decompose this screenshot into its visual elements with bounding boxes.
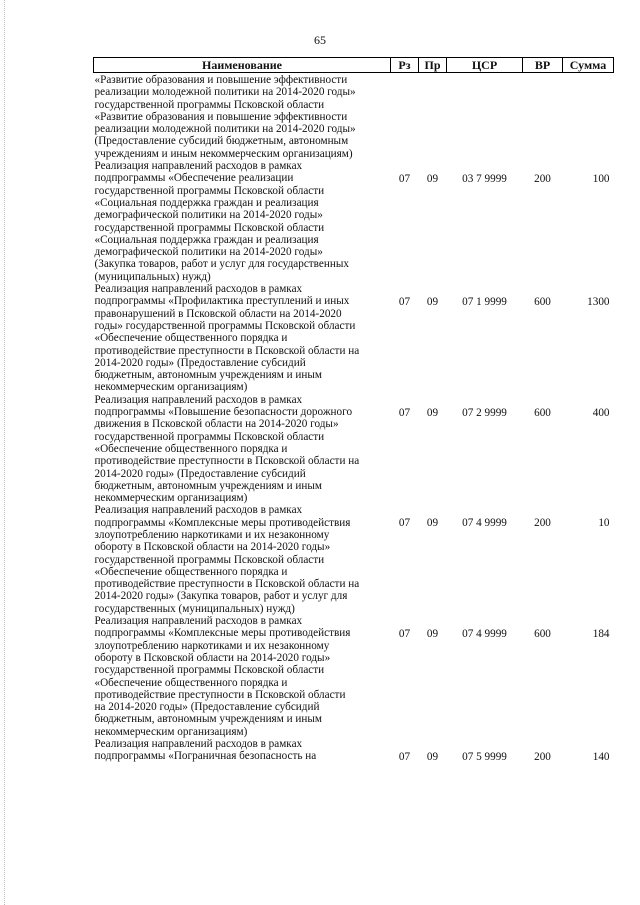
row-name-cell [94,394,391,505]
page-number: 65 [314,33,326,47]
row-csr-cell: 07 5 9999 [462,751,507,764]
row-name-cell [94,283,391,394]
row-sum-cell: 184 [592,628,610,641]
row-name-line: государственной программы Псковской области [94,98,325,111]
row-name-line: некоммерческим организациям) [94,725,248,738]
row-name-line: реализации молодежной политики на 2014-2020 годы» [94,123,356,136]
row-name-line: некоммерческим организациям) [94,381,248,394]
row-pr-cell: 09 [426,517,439,530]
row-name-line: подпрограммы «Повышение безопасности дорожного [94,406,353,419]
row-sum-cell: 100 [592,173,610,186]
row-vr-cell: 200 [534,173,551,186]
table-body [94,73,614,764]
row-rz-cell: 07 [398,517,411,530]
row-rz-cell: 07 [398,406,411,419]
row-vr-cell: 600 [534,406,551,419]
row-vr-cell: 200 [534,517,551,530]
row-name-cell [94,73,391,161]
row-name-cell [94,738,391,763]
row-name-line: Реализация направлений расходов в рамках [94,615,303,628]
row-name-line: «Обеспечение общественного порядка и [94,442,288,455]
row-name-line: противодействие преступности в Псковской области на [94,344,360,357]
row-name-line: (Предоставление субсидий бюджетным, автономным [94,135,349,148]
row-csr-cell: 03 7 9999 [462,173,507,186]
row-name-line: бюджетным, автономным учреждениям и иным [94,369,322,382]
row-name-line: некоммерческим организациям) [94,492,248,505]
row-name-line: движения в Псковской области на 2014-2020 годы» [94,418,339,431]
row-pr-cell: 09 [426,296,439,309]
row-name-line: «Обеспечение общественного порядка и [94,676,288,689]
row-name-line: 2014-2020 годы» (Закупка товаров, работ и услуг для [94,590,348,603]
row-rz-cell: 07 [398,173,411,186]
row-name-cell [94,504,391,615]
row-name-line: «Обеспечение общественного порядка и [94,565,288,578]
row-csr-cell [447,73,523,161]
row-name-line: «Развитие образования и повышение эффективности [94,110,348,123]
row-name-line: противодействие преступности в Псковской области на [94,578,360,591]
row-name-cell [94,615,391,738]
row-pr-cell: 09 [426,173,439,186]
row-name-line: «Социальная поддержка граждан и реализация [94,196,319,209]
row-name-line: (Закупка товаров, работ и услуг для государственных [94,258,349,271]
row-sum-cell: 1300 [587,296,610,309]
row-name-line: подпрограммы «Профилактика преступлений и иных [94,295,350,308]
row-name-line: на 2014-2020 годы» (Предоставление субсидий [94,701,320,714]
row-name-line: Реализация направлений расходов в рамках [94,504,303,517]
row-name-line: Реализация направлений расходов в рамках [94,283,303,296]
row-vr-cell: 200 [534,751,551,764]
row-csr-cell: 07 4 9999 [462,628,507,641]
row-name-line: 2014-2020 годы» (Предоставление субсидий [94,467,306,480]
row-name-line: бюджетным, автономным учреждениям и иным [94,479,322,492]
row-name-line: государственных (муниципальных) нужд) [94,602,295,615]
header-rz: Рз [391,58,419,73]
row-name-line: подпрограммы «Обеспечение реализации [94,172,294,185]
row-pr-cell: 09 [426,751,439,764]
row-rz-cell: 07 [398,296,411,309]
row-name-line: демографической политики на 2014-2020 годы» [94,209,323,222]
row-vr-cell: 600 [534,296,551,309]
row-name-line: правонарушений в Псковской области на 2014-2020 [94,307,342,320]
header-csr: ЦСР [447,58,523,73]
header-vr: ВР [523,58,563,73]
row-name-line: государственной программы Псковской области [94,553,325,566]
table-row [94,73,614,161]
budget-table-container [93,57,613,763]
row-name-line: учреждениям и иным некоммерческим организациям) [94,147,353,160]
row-name-line: годы» государственной программы Псковской области [94,319,356,332]
row-name-line: обороту в Псковской области на 2014-2020 годы» [94,541,331,554]
row-name-line: «Социальная поддержка граждан и реализация [94,233,319,246]
row-pr-cell [419,73,447,161]
row-name-line: подпрограммы «Пограничная безопасность на [94,750,317,763]
row-name-line: подпрограммы «Комплексные меры противодействия [94,516,351,529]
row-sum-cell: 10 [598,517,610,530]
row-vr-cell: 600 [534,628,551,641]
row-sum-cell: 140 [592,751,610,764]
row-csr-cell: 07 4 9999 [462,517,507,530]
row-sum-cell: 400 [592,406,610,419]
row-sum-cell [563,73,614,161]
row-name-line: государственной программы Псковской области [94,184,325,197]
row-name-line: злоупотреблению наркотиками и их незаконному [94,528,330,541]
row-csr-cell: 07 1 9999 [462,296,507,309]
row-rz-cell: 07 [398,628,411,641]
row-name-line: 2014-2020 годы» (Предоставление субсидий [94,356,306,369]
row-name-line: бюджетным, автономным учреждениям и иным [94,713,322,726]
row-pr-cell: 09 [426,628,439,641]
header-row [94,58,614,73]
row-name-line: «Обеспечение общественного порядка и [94,332,288,345]
row-name-line: Реализация направлений расходов в рамках [94,160,303,173]
header-sum: Сумма [563,58,614,73]
scan-edge [0,0,5,905]
row-csr-cell: 07 2 9999 [462,406,507,419]
row-name-line: государственной программы Псковской области [94,664,325,677]
row-name-line: Реализация направлений расходов в рамках [94,393,303,406]
table-row [94,738,614,763]
row-name-line: противодействие преступности в Псковской области на [94,455,360,468]
table-row [94,160,614,283]
budget-table [93,57,614,763]
header-pr: Пр [419,58,447,73]
row-name-line: (муниципальных) нужд) [94,270,211,283]
row-name-line: реализации молодежной политики на 2014-2020 годы» [94,86,356,99]
table-row [94,394,614,505]
row-vr-cell [523,73,563,161]
row-name-line: злоупотреблению наркотиками и их незаконному [94,639,330,652]
row-name-cell [94,160,391,283]
table-row [94,615,614,738]
row-name-line: Реализация направлений расходов в рамках [94,738,303,751]
header-name: Наименование [94,58,391,73]
table-row [94,283,614,394]
row-rz-cell [391,73,419,161]
table-row [94,504,614,615]
row-name-line: противодействие преступности в Псковской области [94,688,346,701]
row-name-line: «Развитие образования и повышение эффективности [94,74,348,86]
row-name-line: обороту в Псковской области на 2014-2020 годы» [94,651,331,664]
row-name-line: подпрограммы «Комплексные меры противодействия [94,627,351,640]
row-name-line: государственной программы Псковской области [94,430,325,443]
row-pr-cell: 09 [426,406,439,419]
row-name-line: государственной программы Псковской области [94,221,325,234]
row-rz-cell: 07 [398,751,411,764]
row-name-line: демографической политики на 2014-2020 годы» [94,246,323,259]
